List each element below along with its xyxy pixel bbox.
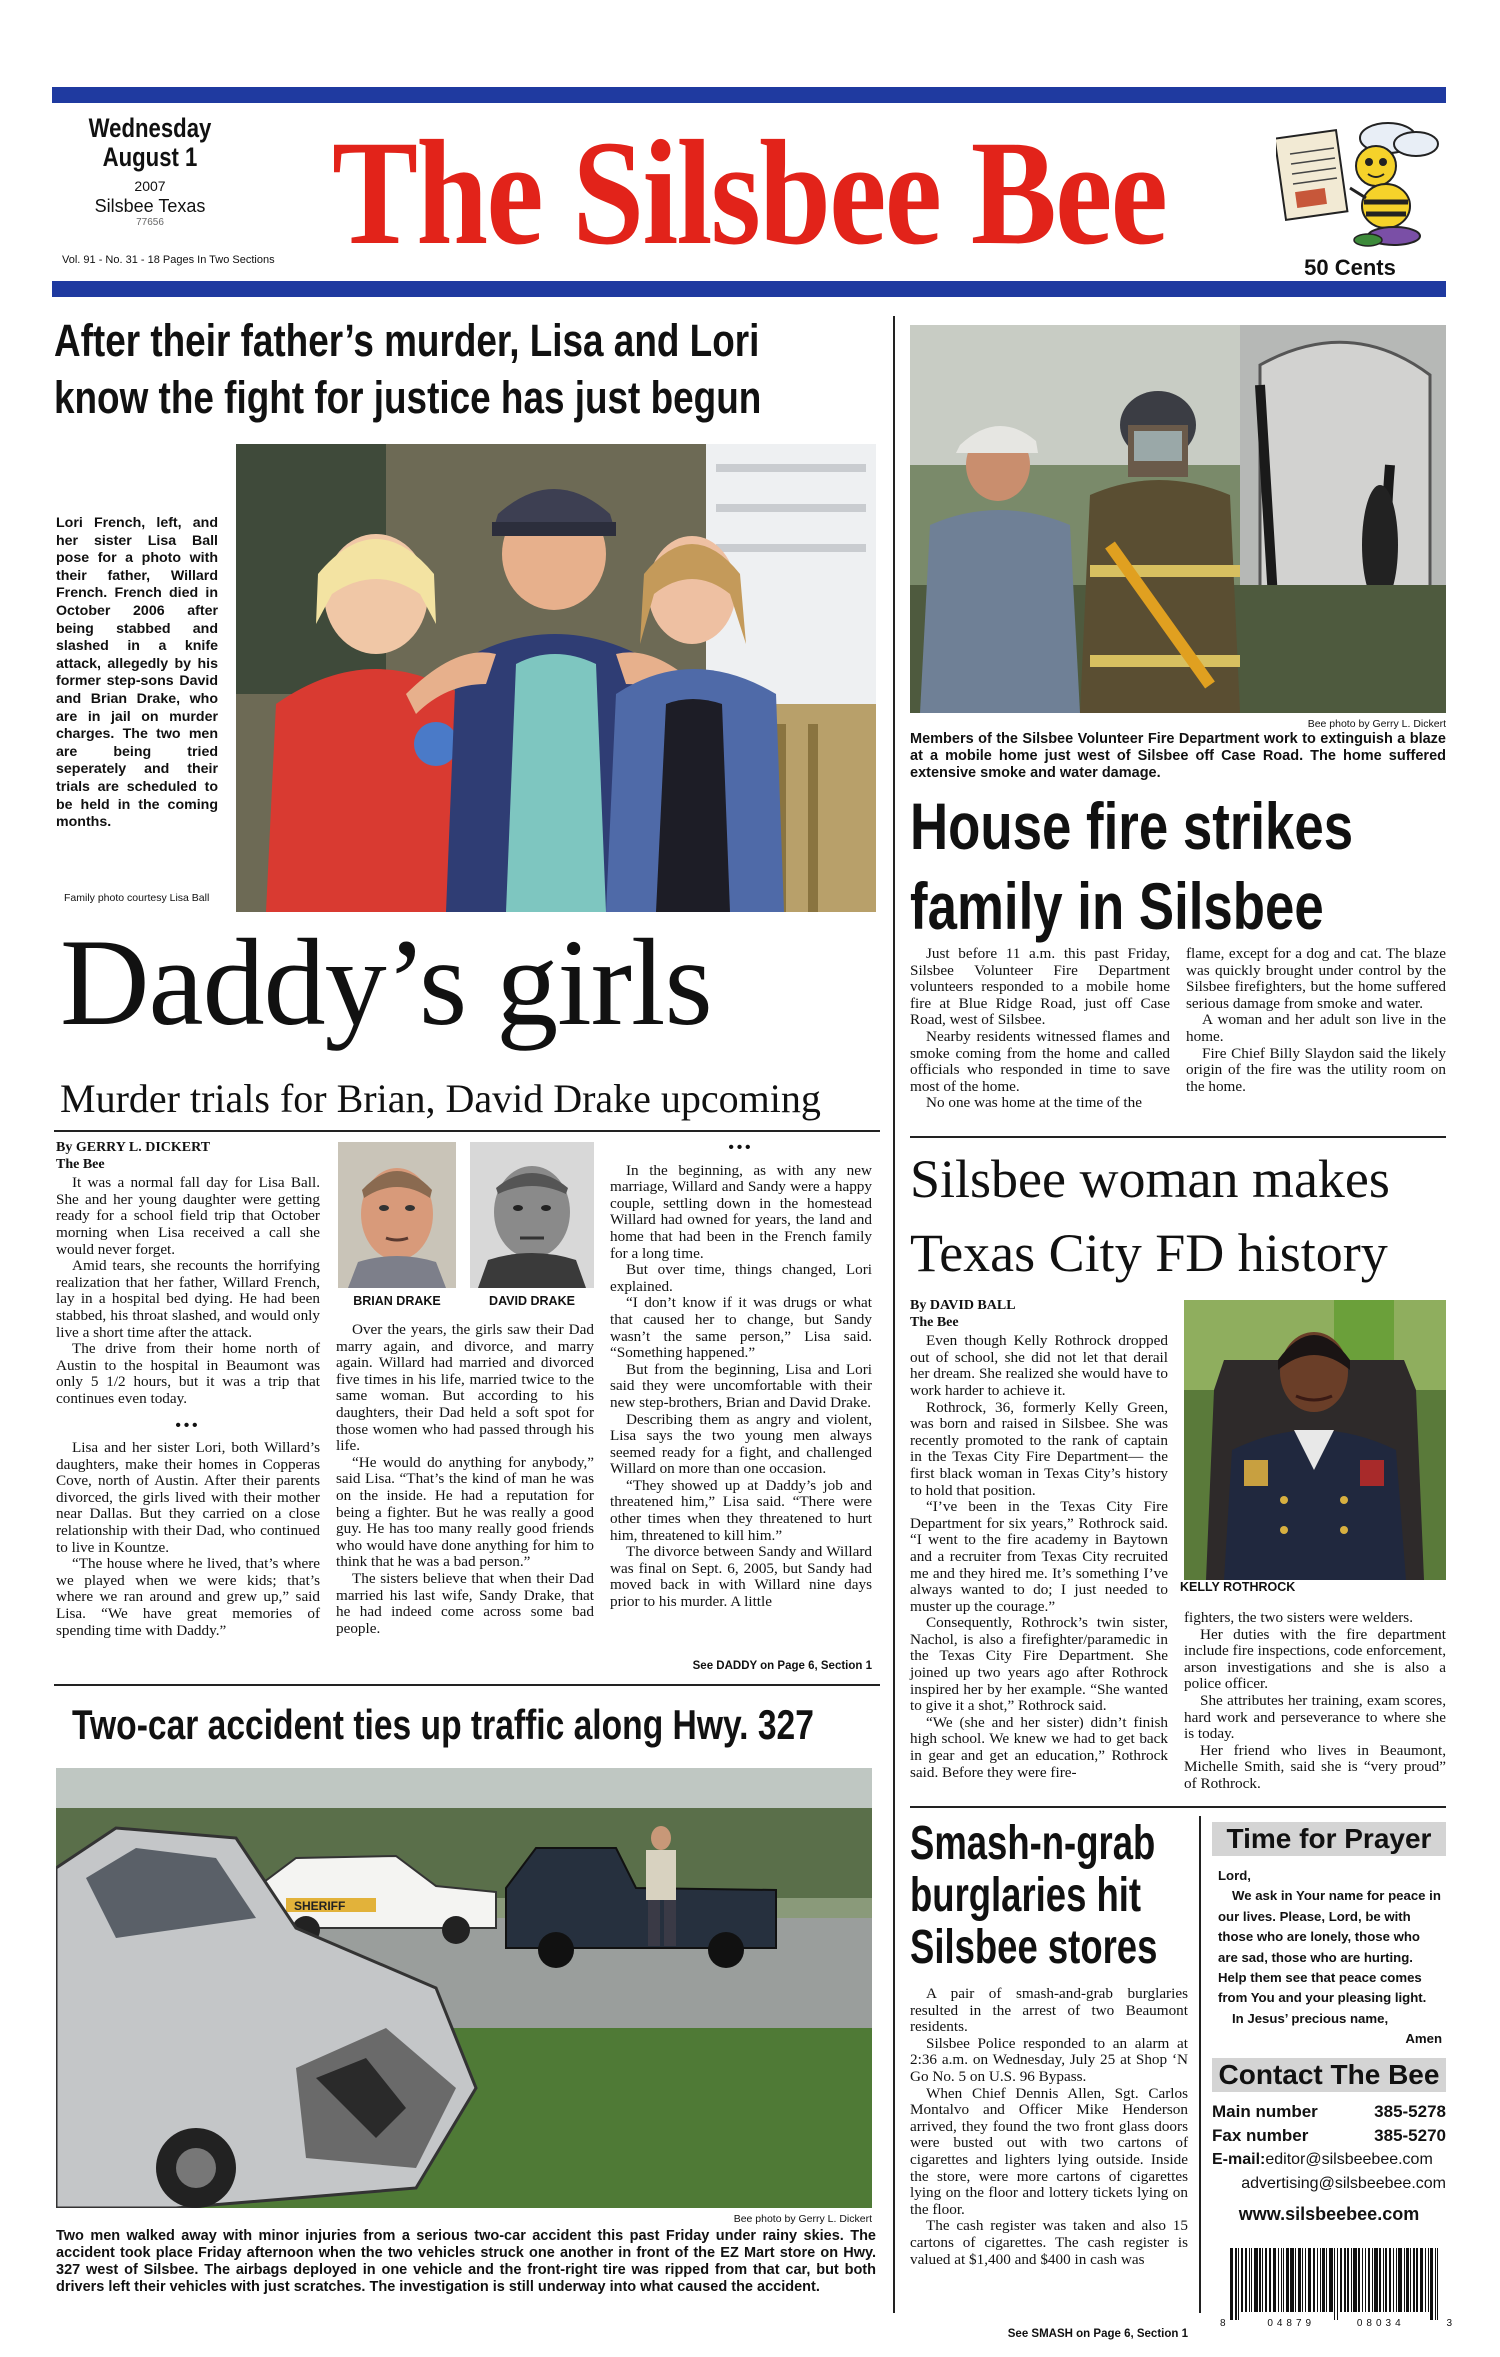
barcode-bar <box>1435 2248 1436 2320</box>
barcode-bar <box>1383 2248 1384 2312</box>
barcode-bar <box>1428 2248 1429 2312</box>
lead-col1-p5: “The house where he lived, that’s where we played when we were kids; that’s where we ran around and grew up,” said Lisa. “We have great memories of spending time with Daddy.” <box>56 1555 320 1639</box>
barcode-right-digit: 3 <box>1446 2318 1452 2329</box>
barcode-bar <box>1259 2248 1260 2312</box>
lead-col3-p7: The divorce between Sandy and Willard was final on Sept. 6, 2005, but Sandy had moved back in with Willard nine days prior to his murder. A little <box>610 1543 872 1611</box>
barcode-bar <box>1379 2248 1380 2312</box>
david-drake-mugshot <box>470 1142 594 1288</box>
barcode-bar <box>1326 2248 1327 2312</box>
contact-title: Contact The Bee <box>1212 2058 1446 2092</box>
barcode-bar <box>1269 2248 1271 2312</box>
accident-headline: Two-car accident ties up traffic along Hwy. 327 <box>72 1701 814 1748</box>
lead-headline-line-2: know the fight for justice has just begun <box>54 372 762 423</box>
barcode-bar <box>1365 2248 1366 2312</box>
fire-col2-p1: flame, except for a dog and cat. The blaze was quickly brought under control by the Silsbee firefighters, but the home suffered serious damage from smoke and water. <box>1186 945 1446 1012</box>
lead-deck: Murder trials for Brian, David Drake upcoming <box>60 1076 821 1121</box>
issue-date: August 1 <box>102 142 198 172</box>
firefighter-col2-p2: Her duties with the fire department include fire inspections, code enforcement, arson investigations and she is also a police officer. <box>1184 1625 1446 1693</box>
barcode-bar <box>1298 2248 1300 2312</box>
lead-col2-p1: Over the years, the girls saw their Dad marry again, and divorce, and marry again. Willard had married and divorced five times in his life, married twice to the same woman. But according to his daughters, their Dad held a soft spot for those women who had passed through his life. <box>336 1321 594 1455</box>
barcode-bar <box>1410 2248 1411 2312</box>
barcode-digits <box>1220 2318 1452 2329</box>
burglary-headline-line-1: Smash-n-grab <box>910 1817 1156 1870</box>
masthead-top-rule <box>52 87 1446 103</box>
barcode-bar <box>1416 2248 1418 2312</box>
prayer-title: Time for Prayer <box>1212 1822 1446 1856</box>
contact-main-label: Main number <box>1212 2102 1318 2121</box>
fire-photo-credit: Bee photo by Gerry L. Dickert <box>1307 718 1446 730</box>
barcode-group-2: 08034 <box>1356 2318 1405 2329</box>
prayer-box <box>1218 1866 1442 2050</box>
barcode-bar <box>1398 2248 1401 2312</box>
barcode-bar <box>1254 2248 1257 2312</box>
barcode-bar <box>1278 2248 1279 2312</box>
firefighter-col2-p1: fighters, the two sisters were welders. <box>1184 1609 1414 1626</box>
barcode-bar <box>1420 2248 1423 2312</box>
lead-column-3 <box>610 1140 872 1611</box>
lead-big-title: Daddy’s girls <box>60 914 712 1051</box>
barcode-bar <box>1286 2248 1288 2312</box>
barcode-bar <box>1340 2248 1342 2312</box>
burglary-p1: A pair of smash-and-grab burglaries resulted in the arrest of two Beaumont residents. <box>910 1985 1188 2036</box>
accident-photo-credit: Bee photo by Gerry L. Dickert <box>733 2213 872 2225</box>
lead-col3-p1: In the beginning, as with any new marriage, Willard and Sandy were a happy couple, settling down in the homestead Willard had owned for years, the land and home that had been in the French family for a long time. <box>610 1161 872 1262</box>
barcode-bar <box>1249 2248 1250 2312</box>
fire-photo-caption: Members of the Silsbee Volunteer Fire Department work to extinguish a blaze at a mobile home just west of Silsbee off Case Road. The home suffered extensive smoke and water damage. <box>910 731 1446 781</box>
contact-email-editor[interactable]: editor@silsbeebee.com <box>1265 2151 1433 2168</box>
barcode-bar <box>1305 2248 1306 2312</box>
lead-headline <box>54 312 874 426</box>
masthead-bottom-rule <box>52 281 1446 297</box>
firefighter-byline: By DAVID BALL <box>910 1298 1016 1313</box>
contact-website[interactable]: www.silsbeebee.com <box>1238 2204 1420 2224</box>
barcode-bar <box>1337 2248 1338 2320</box>
firefighter-byline-org: The Bee <box>910 1314 959 1330</box>
barcode-bar <box>1372 2248 1373 2312</box>
barcode-bar <box>1374 2248 1377 2312</box>
brian-drake-label: BRIAN DRAKE <box>353 1294 441 1308</box>
accident-caption: Two men walked away with minor injuries from a serious two-car accident this past Friday under rainy skies. The accident took place Friday afternoon when the two vehicles struck one another in front of the EZ Mart store on Hwy. 327 west of Silsbee. The airbags deployed in one vehicle and the front-right tire was ripped from that car, but both drivers left their vehicles with just scratches. The investigation is still underway into what caused the accident. <box>56 2228 876 2295</box>
barcode-bar <box>1425 2248 1426 2312</box>
firefighter-col1-p1: Even though Kelly Rothrock dropped out of school, she did not let that derail her dream. She realized she would have to work harder to achieve it. <box>910 1332 1168 1399</box>
firefighter-col1-p2: Rothrock, 36, formerly Kelly Green, was born and raised in Silsbee. She was recently promoted to the rank of captain in the Texas City Fire Department— the first black woman in Texas City’s history to hold that position. <box>910 1398 1168 1499</box>
lead-byline: By GERRY L. DICKERT <box>56 1140 211 1155</box>
firefighter-col1-p3: “I’ve been in the Texas City Fire Department for six years,” Rothrock said. “I went to the fire academy in Baytown and a recruiter from Texas City recruited me and they hired me. It’s something I’ve always wanted to do; I just needed to muster up the courage.” <box>910 1498 1168 1615</box>
newspaper-title: The Silsbee Bee <box>332 110 1167 276</box>
barcode-bar <box>1308 2248 1311 2312</box>
barcode-bar <box>1283 2248 1284 2312</box>
accident-photo <box>56 1768 872 2208</box>
lead-col1-p2: Amid tears, she recounts the horrifying realization that her father, Willard French, lay in a hospital bed dying. He had been stabbed, his throat slashed, and would only live a short time after the attack. <box>56 1257 320 1341</box>
barcode-bar <box>1262 2248 1263 2312</box>
lead-col3-p5: Describing them as angry and violent, Lisa says the two young men always seemed ready for a fight, and challenged Willard on more than one occasion. <box>610 1410 872 1478</box>
barcode-left-digit: 8 <box>1220 2318 1226 2329</box>
lead-photo-caption: Lori French, left, and her sister Lisa Ball pose for a photo with their father, Willard French. French died in October 2006 after being stabbed and slashed in a knife attack, allegedly by his former step-sons David and Brian Drake, who are in jail on murder charges. The two men are being tried seperately and their trials are scheduled to be held in the coming months. <box>56 515 218 831</box>
house-fire-photo <box>910 325 1446 713</box>
barcode-bar <box>1273 2248 1276 2312</box>
barcode-bar <box>1334 2248 1335 2320</box>
prayer-salutation: Lord, <box>1218 1868 1251 1883</box>
lead-col1-p1: It was a normal fall day for Lisa Ball. She and her young daughter were getting ready for a school field trip that October morning when Lisa received a call she would never forget. <box>56 1174 320 1258</box>
lead-col3-p4: But from the beginning, Lisa and Lori said they were uncomfortable with their new step-brothers, Brian and David Drake. <box>610 1360 872 1411</box>
burglary-prayer-rule <box>1199 1816 1201 2313</box>
issue-year: 2007 <box>134 178 166 194</box>
barcode-bar <box>1290 2248 1293 2312</box>
david-drake-label: DAVID DRAKE <box>489 1294 575 1308</box>
fire-column-1 <box>910 946 1170 1112</box>
barcode-bar <box>1344 2248 1346 2312</box>
barcode-bar <box>1329 2248 1332 2312</box>
accident-top-rule <box>54 1684 880 1686</box>
lead-jump-line[interactable]: See DADDY on Page 6, Section 1 <box>692 1660 872 1672</box>
lead-col3-p6: “They showed up at Daddy’s job and threatened him,” Lisa said. “There were other times when they threatened to hurt him, threatened to kill him.” <box>610 1476 872 1544</box>
barcode-bar <box>1320 2248 1321 2312</box>
barcode-bar <box>1302 2248 1303 2312</box>
lead-col2-p3: The sisters believe that when their Dad married his last wife, Sandy Drake, that he had indeed come across some bad people. <box>336 1569 594 1637</box>
burglary-body <box>910 1986 1188 2268</box>
column-rule-main <box>893 316 895 2313</box>
burglary-p4: The cash register was taken and also 15 cartons of cigarettes. The cash register is valued at $1,400 and $400 in cash was <box>910 2217 1188 2268</box>
upc-barcode <box>1230 2248 1440 2320</box>
kelly-rothrock-label: KELLY ROTHROCK <box>1180 1580 1296 1594</box>
prayer-body: We ask in Your name for peace in our lives. Please, Lord, be with those who are lonely, those who are sad, those who are hurting. Help them see that peace comes from You and your pleasing light. <box>1218 1888 1441 2006</box>
issue-day: Wednesday <box>88 113 212 143</box>
contact-fax-number[interactable]: 385-5270 <box>1374 2126 1446 2145</box>
burglary-jump-line[interactable]: See SMASH on Page 6, Section 1 <box>1007 2328 1188 2340</box>
prayer-amen: Amen <box>1405 2031 1442 2047</box>
issue-zip: 77656 <box>136 217 164 228</box>
barcode-bar <box>1235 2248 1236 2320</box>
lead-col1-p4: Lisa and her sister Lori, both Willard’s daughters, make their homes in Copperas Cove, north of Austin. After their parents divorced, the girls lived with their mother near Dallas. But they carried on a close relationship with their Dad, who continued to live in Kountze. <box>56 1439 320 1556</box>
barcode-bar <box>1413 2248 1414 2312</box>
barcode-bar <box>1295 2248 1296 2312</box>
barcode-bar <box>1404 2248 1405 2312</box>
fire-col1-p3: No one was home at the time of the <box>926 1094 1142 1112</box>
barcode-bar <box>1396 2248 1397 2312</box>
issue-volume: Vol. 91 - No. 31 - 18 Pages In Two Sections <box>62 254 275 266</box>
barcode-bar <box>1393 2248 1394 2312</box>
burglary-p3: When Chief Dennis Allen, Sgt. Carlos Montalvo and Officer Mike Henderson arrived, they found the two front glass doors were busted out with two cartons of cigarettes and lighters lying outside. Inside the store, were more cartons of cigarettes lying on the floor and lottery tickets lying on the floor. <box>910 2084 1188 2218</box>
barcode-bar <box>1358 2248 1360 2312</box>
lead-col2-p2: “He would do anything for anybody,” said Lisa. “That’s the kind of man he was on the inside. He had a reputation for being a fighter. But he was really a good guy. He has too many really good friends who would have done anything for him to think that he was a bad person.” <box>336 1453 594 1571</box>
fire-headline-line-1: House fire strikes <box>910 789 1354 863</box>
lead-column-1 <box>56 1140 320 1639</box>
firefighter-headline-line-1: Silsbee woman makes <box>910 1149 1390 1209</box>
lead-separator: ••• <box>175 1416 201 1434</box>
lead-col3-p2: But over time, things changed, Lori explained. <box>610 1261 872 1295</box>
prayer-closing: In Jesus’ precious name, <box>1232 2010 1389 2026</box>
barcode-bar <box>1406 2248 1408 2312</box>
burglary-headline-line-2: burglaries hit <box>910 1869 1142 1922</box>
fire-col1-p1: Just before 11 a.m. this past Friday, Silsbee Volunteer Fire Department volunteers responded to a mobile home fire at Blue Ridge Road, just off Case Road, west of Silsbee. <box>910 945 1170 1029</box>
firefighter-col1-p5: “We (she and her sister) didn’t finish high school. We knew we had to get back in gear and get an education,” Rothrock said. Before they were fire- <box>910 1713 1168 1781</box>
barcode-bar <box>1230 2248 1233 2320</box>
barcode-bar <box>1351 2248 1352 2312</box>
barcode-group-1: 04879 <box>1267 2318 1316 2329</box>
fire-col1-p2: Nearby residents witnessed flames and smoke coming from the home and called officials who responded in time to save most of the home. <box>910 1027 1170 1095</box>
fire-col2-p3: Fire Chief Billy Slaydon said the likely origin of the fire was the utility room on the home. <box>1186 1044 1446 1095</box>
accident-photo-sheriff-text: SHERIFF <box>294 1899 346 1913</box>
burglary-headline-line-3: Silsbee stores <box>910 1921 1158 1974</box>
firefighter-col1-p4: Consequently, Rothrock’s twin sister, Nachol, is also a firefighter/paramedic in the Texas City Fire Department. She joined up two years ago after Rothrock inspired her by her example. “She wanted to give it a shot,” Rothrock said. <box>910 1614 1168 1715</box>
contact-fax-label: Fax number <box>1212 2126 1309 2145</box>
lead-col3-separator: ••• <box>728 1139 754 1156</box>
barcode-bar <box>1437 2248 1438 2320</box>
firefighter-headline <box>910 1142 1446 1290</box>
lead-headline-line-1: After their father’s murder, Lisa and Lori <box>54 315 760 366</box>
barcode-bar <box>1238 2248 1239 2320</box>
barcode-bar <box>1389 2248 1391 2312</box>
barcode-bar <box>1265 2248 1267 2312</box>
barcode-bar <box>1313 2248 1315 2312</box>
barcode-bar <box>1251 2248 1252 2312</box>
barcode-bar <box>1353 2248 1356 2312</box>
fire-column-2 <box>1186 946 1446 1095</box>
brian-drake-mugshot <box>338 1142 456 1288</box>
barcode-bar <box>1322 2248 1324 2312</box>
fire-headline <box>910 786 1353 946</box>
fire-col2-p2: A woman and her adult son live in the home. <box>1186 1011 1446 1045</box>
lead-family-photo <box>236 444 876 912</box>
contact-box <box>1212 2100 1446 2226</box>
firefighter-column-1 <box>910 1298 1168 1781</box>
firefighter-top-rule <box>910 1136 1446 1138</box>
contact-email-label: E-mail: <box>1212 2151 1266 2168</box>
firefighter-column-2 <box>1184 1610 1446 1793</box>
lead-column-2 <box>336 1322 594 1637</box>
barcode-bar <box>1430 2248 1432 2320</box>
contact-main-number[interactable]: 385-5278 <box>1374 2102 1446 2121</box>
firefighter-col2-p4: Her friend who lives in Beaumont, Michelle Smith, said she is “very proud” of Rothrock. <box>1184 1741 1446 1792</box>
issue-price: 50 Cents <box>1304 255 1396 280</box>
firefighter-headline-line-2: Texas City FD history <box>910 1223 1388 1283</box>
kelly-rothrock-photo <box>1184 1300 1446 1580</box>
contact-email-advertising[interactable]: advertising@silsbeebee.com <box>1241 2175 1446 2192</box>
issue-city: Silsbee Texas <box>94 196 206 216</box>
lead-col3-p3: “I don’t know if it was drugs or what that caused her to change, but Sandy wasn’t the same person,” Lisa said. “Something happened.” <box>610 1294 872 1362</box>
lead-col1-p3: The drive from their home north of Austin to the hospital in Beaumont was only 5 1/2 hours, but it was a trip that continues even today. <box>56 1340 320 1407</box>
burglary-top-rule <box>910 1806 1446 1808</box>
barcode-bar <box>1241 2248 1243 2312</box>
barcode-bar <box>1385 2248 1387 2312</box>
bee-mascot-logo <box>1276 118 1446 248</box>
barcode-bar <box>1317 2248 1318 2312</box>
lead-photo-credit: Family photo courtesy Lisa Ball <box>64 892 210 904</box>
firefighter-col2-p3: She attributes her training, exam scores, hard work and perseverance to where she is today. <box>1184 1691 1446 1743</box>
barcode-bar <box>1245 2248 1247 2312</box>
burglary-p2: Silsbee Police responded to an alarm at 2:36 a.m. on Wednesday, July 25 at Shop ‘N Go No. 5 on U.S. 96 Bypass. <box>910 2034 1188 2085</box>
masthead-date-block <box>60 114 240 228</box>
barcode-bar <box>1281 2248 1282 2312</box>
burglary-headline <box>910 1818 1157 1974</box>
barcode-bar <box>1347 2248 1348 2312</box>
barcode-bar <box>1362 2248 1363 2312</box>
fire-headline-line-2: family in Silsbee <box>910 869 1324 943</box>
barcode-bar <box>1368 2248 1370 2312</box>
lead-deck-rule <box>54 1130 880 1132</box>
lead-byline-org: The Bee <box>56 1156 105 1172</box>
